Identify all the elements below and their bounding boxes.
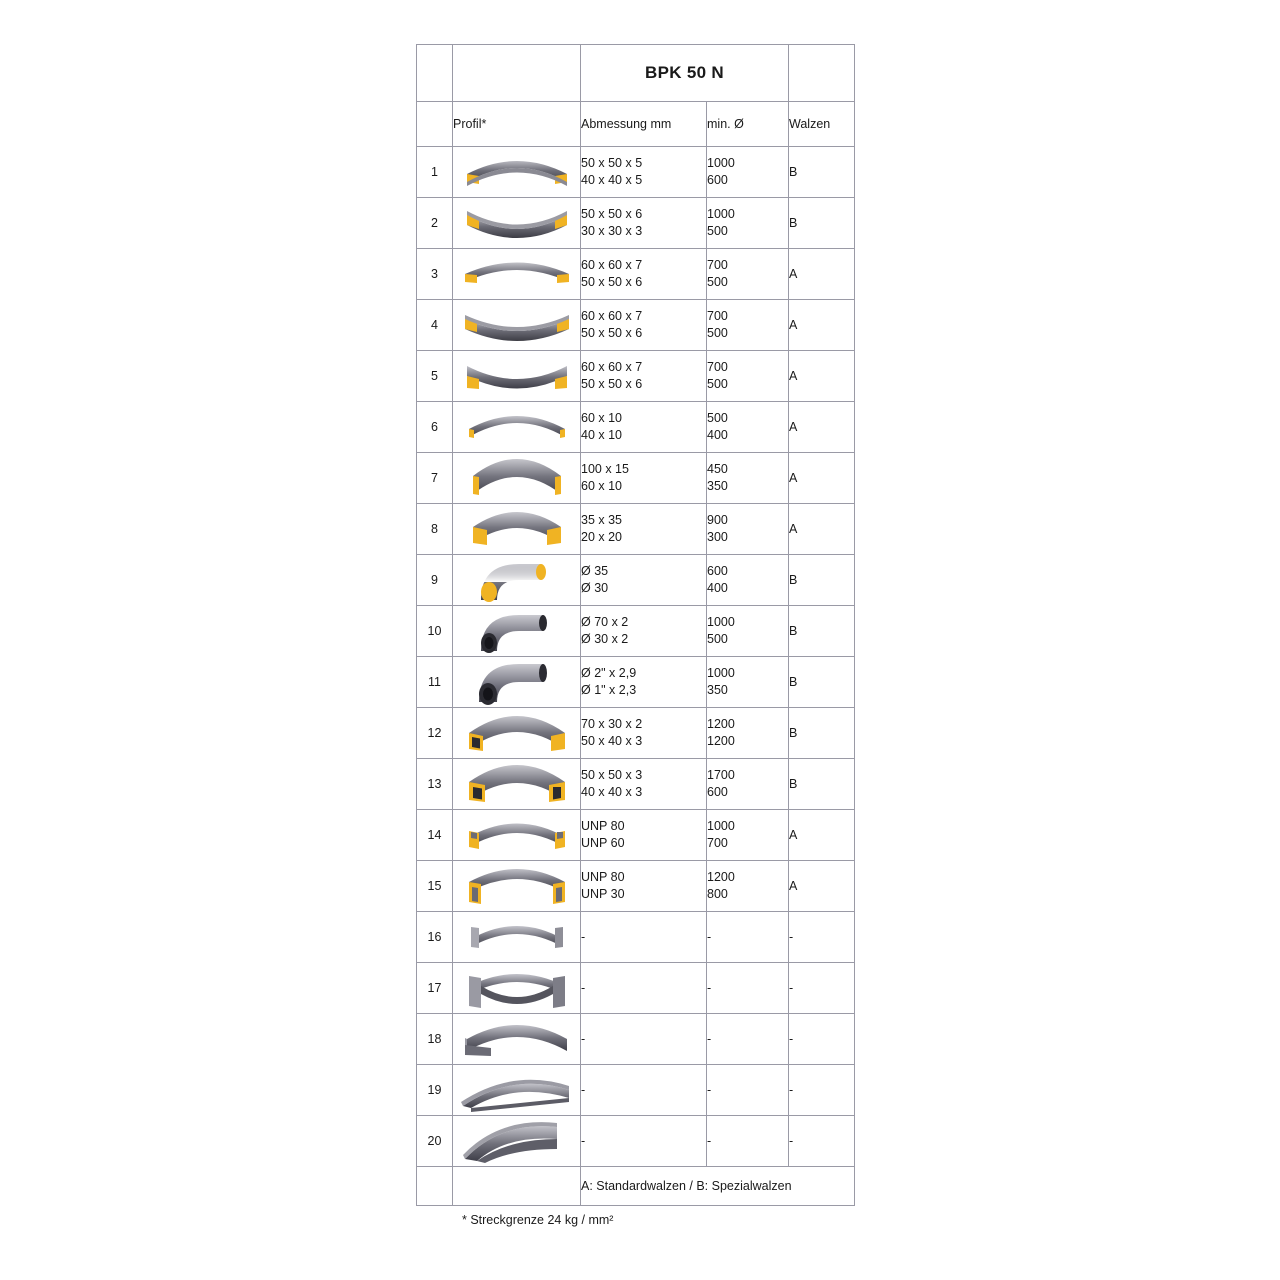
table-row	[417, 963, 855, 1014]
min-diameter-cell	[707, 453, 789, 504]
dimension-line-2: UNP 60	[581, 836, 625, 850]
table-row	[417, 402, 855, 453]
dimension-line-2: 20 x 20	[581, 530, 623, 544]
table-title-row	[417, 45, 855, 102]
dimension-cell	[581, 249, 707, 300]
rolls-cell: -	[789, 912, 855, 963]
row-number: 20	[417, 1116, 453, 1167]
min-diameter-cell: -	[707, 1065, 789, 1116]
profile-icon-round-bar	[453, 555, 581, 606]
dimension-line-2: Ø 30 x 2	[581, 632, 629, 646]
profile-icon-channel-legs-down	[453, 861, 581, 912]
dimension-line-1: 100 x 15	[581, 462, 629, 477]
min-line-1: 1000	[707, 666, 735, 681]
dimension-line-1: 60 x 60 x 7	[581, 360, 643, 375]
table-header-row	[417, 102, 855, 147]
min-diameter-cell	[707, 759, 789, 810]
table-row	[417, 912, 855, 963]
min-line-2: 600	[707, 785, 728, 799]
min-line-1: 1000	[707, 819, 735, 834]
rolls-cell: -	[789, 963, 855, 1014]
profile-icon-angle-leg-up-curve-up	[453, 147, 581, 198]
min-diameter-cell	[707, 657, 789, 708]
dimension-cell	[581, 606, 707, 657]
min-line-1: 1200	[707, 717, 735, 732]
min-line-2: 350	[707, 683, 728, 697]
row-number: 12	[417, 708, 453, 759]
profile-icon-square-tube	[453, 759, 581, 810]
min-line-2: 1200	[707, 734, 735, 748]
dimension-line-2: 40 x 40 x 5	[581, 173, 643, 187]
row-number: 10	[417, 606, 453, 657]
rolls-cell: A	[789, 810, 855, 861]
row-number: 18	[417, 1014, 453, 1065]
dimension-line-1: UNP 80	[581, 819, 625, 834]
min-diameter-cell	[707, 147, 789, 198]
min-diameter-cell: -	[707, 963, 789, 1014]
min-diameter-cell	[707, 198, 789, 249]
min-line-1: 1000	[707, 207, 735, 222]
rolls-cell: A	[789, 504, 855, 555]
dimension-cell	[581, 708, 707, 759]
rolls-cell: B	[789, 606, 855, 657]
dimension-line-2: 50 x 50 x 6	[581, 275, 643, 289]
dimension-cell	[581, 861, 707, 912]
table-row	[417, 1116, 855, 1167]
header-min-diameter: min. Ø	[707, 102, 789, 147]
profile-icon-special-profile-18	[453, 1014, 581, 1065]
rolls-cell: B	[789, 198, 855, 249]
rolls-cell: B	[789, 657, 855, 708]
dimension-cell	[581, 300, 707, 351]
table-row	[417, 708, 855, 759]
dimension-line-2: 40 x 40 x 3	[581, 785, 643, 799]
dimension-cell	[581, 810, 707, 861]
header-number	[417, 102, 453, 147]
dimension-line-1: 50 x 50 x 6	[581, 207, 643, 222]
dimension-cell: -	[581, 1065, 707, 1116]
dimension-cell	[581, 198, 707, 249]
table-row	[417, 606, 855, 657]
row-number: 15	[417, 861, 453, 912]
row-number: 3	[417, 249, 453, 300]
min-line-2: 500	[707, 275, 728, 289]
dimension-cell: -	[581, 1116, 707, 1167]
profile-icon-round-tube	[453, 606, 581, 657]
table-row	[417, 249, 855, 300]
header-dimension: Abmessung mm	[581, 102, 707, 147]
row-number: 13	[417, 759, 453, 810]
min-line-1: 700	[707, 258, 728, 273]
dimension-line-1: 60 x 60 x 7	[581, 309, 643, 324]
profile-icon-square-bar	[453, 504, 581, 555]
row-number: 17	[417, 963, 453, 1014]
min-diameter-cell	[707, 249, 789, 300]
title-spacer-left	[417, 45, 453, 102]
profile-icon-flat-bar-hard-way	[453, 453, 581, 504]
dimension-cell	[581, 759, 707, 810]
table-row	[417, 147, 855, 198]
dimension-line-1: 50 x 50 x 3	[581, 768, 643, 783]
row-number: 5	[417, 351, 453, 402]
dimension-line-2: 50 x 50 x 6	[581, 326, 643, 340]
table-row	[417, 555, 855, 606]
dimension-line-2: Ø 1" x 2,3	[581, 683, 637, 697]
dimension-cell	[581, 504, 707, 555]
dimension-cell	[581, 555, 707, 606]
min-line-2: 500	[707, 377, 728, 391]
dimension-cell	[581, 351, 707, 402]
dimension-cell	[581, 147, 707, 198]
row-number: 11	[417, 657, 453, 708]
footer-spacer-profile	[453, 1167, 581, 1206]
profile-spec-table	[416, 44, 855, 1206]
dimension-line-2: UNP 30	[581, 887, 625, 901]
row-number: 14	[417, 810, 453, 861]
rolls-cell: A	[789, 402, 855, 453]
profile-icon-rect-tube-easy-way	[453, 708, 581, 759]
table-row	[417, 300, 855, 351]
min-line-2: 500	[707, 326, 728, 340]
table-footer-row	[417, 1167, 855, 1206]
row-number: 4	[417, 300, 453, 351]
row-number: 7	[417, 453, 453, 504]
dimension-cell: -	[581, 963, 707, 1014]
min-diameter-cell	[707, 555, 789, 606]
min-diameter-cell: -	[707, 1116, 789, 1167]
min-line-1: 1000	[707, 615, 735, 630]
row-number: 2	[417, 198, 453, 249]
rolls-cell: A	[789, 453, 855, 504]
table-row	[417, 657, 855, 708]
footer-spacer-number	[417, 1167, 453, 1206]
dimension-line-2: 40 x 10	[581, 428, 623, 442]
table-row	[417, 1065, 855, 1116]
min-line-1: 450	[707, 462, 728, 477]
min-line-2: 700	[707, 836, 728, 850]
dimension-cell	[581, 453, 707, 504]
footnote-yield-strength: * Streckgrenze 24 kg / mm²	[462, 1213, 614, 1227]
profile-icon-angle-leg-down-curve	[453, 351, 581, 402]
table-row	[417, 1014, 855, 1065]
dimension-line-1: Ø 2" x 2,9	[581, 666, 637, 681]
min-line-1: 1700	[707, 768, 735, 783]
min-diameter-cell	[707, 606, 789, 657]
dimension-line-1: 60 x 60 x 7	[581, 258, 643, 273]
min-line-1: 600	[707, 564, 728, 579]
min-line-1: 900	[707, 513, 728, 528]
table-row	[417, 198, 855, 249]
table-row	[417, 453, 855, 504]
table-title: BPK 50 N	[581, 45, 789, 102]
rolls-cell: A	[789, 249, 855, 300]
min-line-2: 800	[707, 887, 728, 901]
profile-icon-special-profile-19	[453, 1065, 581, 1116]
dimension-cell: -	[581, 912, 707, 963]
min-line-2: 400	[707, 428, 728, 442]
min-line-1: 700	[707, 360, 728, 375]
table-row	[417, 504, 855, 555]
min-diameter-cell: -	[707, 1014, 789, 1065]
rolls-cell: B	[789, 555, 855, 606]
profile-icon-flat-bar-easy-way	[453, 402, 581, 453]
min-diameter-cell	[707, 504, 789, 555]
min-line-1: 1200	[707, 870, 735, 885]
profile-icon-angle-leg-up-curve-down	[453, 198, 581, 249]
title-spacer-profile	[453, 45, 581, 102]
min-diameter-cell	[707, 810, 789, 861]
header-profile: Profil*	[453, 102, 581, 147]
dimension-cell: -	[581, 1014, 707, 1065]
min-line-2: 400	[707, 581, 728, 595]
dimension-line-1: 50 x 50 x 5	[581, 156, 643, 171]
profile-icon-channel-legs-up	[453, 810, 581, 861]
profile-icon-angle-flat-curve-up	[453, 249, 581, 300]
rolls-cell: B	[789, 147, 855, 198]
table-row	[417, 861, 855, 912]
dimension-cell	[581, 402, 707, 453]
header-rolls: Walzen	[789, 102, 855, 147]
row-number: 1	[417, 147, 453, 198]
dimension-line-1: Ø 35	[581, 564, 609, 579]
table-row	[417, 759, 855, 810]
rolls-cell: B	[789, 708, 855, 759]
dimension-line-2: 50 x 40 x 3	[581, 734, 643, 748]
rolls-cell: B	[789, 759, 855, 810]
dimension-line-2: Ø 30	[581, 581, 609, 595]
min-diameter-cell	[707, 402, 789, 453]
profile-icon-i-beam-profile	[453, 963, 581, 1014]
rolls-cell: A	[789, 300, 855, 351]
min-line-2: 300	[707, 530, 728, 544]
rolls-cell: -	[789, 1116, 855, 1167]
rolls-cell: A	[789, 861, 855, 912]
table-row	[417, 810, 855, 861]
min-diameter-cell	[707, 300, 789, 351]
dimension-line-2: 50 x 50 x 6	[581, 377, 643, 391]
min-diameter-cell	[707, 708, 789, 759]
dimension-line-1: Ø 70 x 2	[581, 615, 629, 630]
dimension-line-2: 30 x 30 x 3	[581, 224, 643, 238]
min-line-1: 500	[707, 411, 728, 426]
row-number: 16	[417, 912, 453, 963]
min-diameter-cell	[707, 351, 789, 402]
min-line-1: 1000	[707, 156, 735, 171]
profile-icon-angle-flat-curve-down	[453, 300, 581, 351]
min-line-1: 700	[707, 309, 728, 324]
dimension-line-1: 70 x 30 x 2	[581, 717, 643, 732]
dimension-cell	[581, 657, 707, 708]
min-diameter-cell: -	[707, 912, 789, 963]
profile-icon-round-pipe-inch	[453, 657, 581, 708]
rolls-cell: A	[789, 351, 855, 402]
dimension-line-1: 35 x 35	[581, 513, 623, 528]
title-spacer-right	[789, 45, 855, 102]
profile-icon-special-profile-20	[453, 1116, 581, 1167]
rolls-cell: -	[789, 1065, 855, 1116]
dimension-line-1: UNP 80	[581, 870, 625, 885]
rolls-cell: -	[789, 1014, 855, 1065]
table-row	[417, 351, 855, 402]
row-number: 8	[417, 504, 453, 555]
dimension-line-1: 60 x 10	[581, 411, 623, 426]
min-line-2: 500	[707, 632, 728, 646]
footer-legend: A: Standardwalzen / B: Spezialwalzen	[581, 1167, 855, 1206]
profile-icon-tee-profile	[453, 912, 581, 963]
min-line-2: 600	[707, 173, 728, 187]
min-line-2: 500	[707, 224, 728, 238]
min-diameter-cell	[707, 861, 789, 912]
min-line-2: 350	[707, 479, 728, 493]
dimension-line-2: 60 x 10	[581, 479, 623, 493]
row-number: 6	[417, 402, 453, 453]
row-number: 19	[417, 1065, 453, 1116]
row-number: 9	[417, 555, 453, 606]
